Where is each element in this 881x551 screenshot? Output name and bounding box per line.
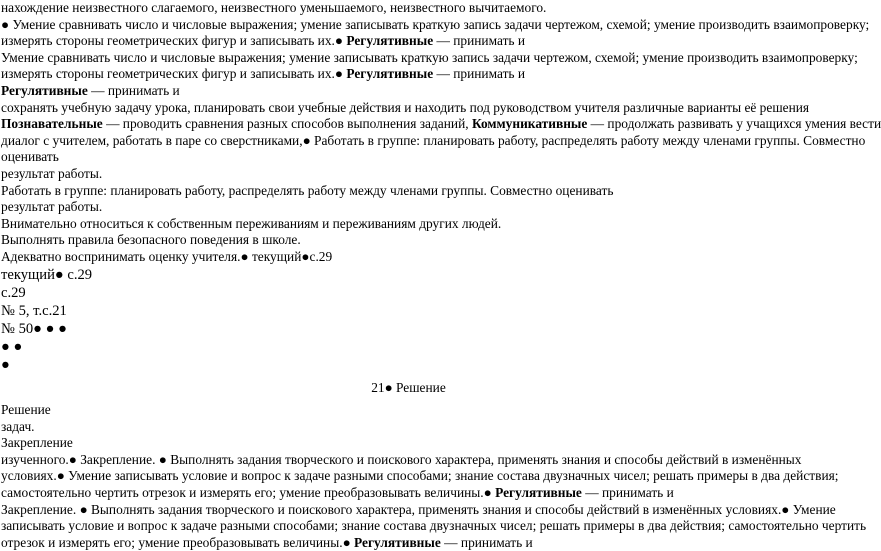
text-line: диалог с учителем, работать в паре со сверстниками,● Работать в группе: планировать работу, распределять работу между членами группы. Совместно: [1, 132, 866, 148]
text-line: Умение сравнивать число и числовые выражения; умение записывать краткую запись задачи чертежом, схемой; умение производить взаимопроверку;: [1, 49, 858, 65]
bullet-icon: ● ●: [42, 320, 67, 337]
bullet-icon: ●: [33, 320, 42, 337]
bullet-icon: ●: [56, 468, 65, 484]
text-line: измерять стороны геометрических фигур и записывать их.● Регулятивные — принимать и: [1, 66, 526, 82]
text-line: Познавательные — проводить сравнения разных способов выполнения заданий, Коммуникативные — продолжать развивать у учащихся умения вести: [1, 116, 881, 132]
bullet-icon: ●: [302, 132, 311, 148]
text-line: Выполнять правила безопасного поведения в школе.: [1, 232, 301, 248]
text-line: результат работы.: [1, 165, 103, 181]
text-line: изученного.● Закрепление. ● Выполнять задания творческого и поискового характера, применять знания и способы действий в изменённых: [1, 451, 802, 467]
text-line: текущий● с.29: [1, 266, 93, 283]
text-line: самостоятельно чертить отрезок и измерять его; умение преобразовывать величины.● Регулятивные — принимать и: [1, 485, 674, 501]
bullet-line: [1, 356, 816, 374]
bullet-line: [1, 338, 816, 356]
text-line: оценивать: [1, 149, 59, 165]
text-line: нахождение неизвестного слагаемого, неизвестного уменьшаемого, неизвестного вычитаемого.: [1, 0, 547, 15]
bullet-icon: ● ●: [1, 338, 23, 355]
text-line: записывать условие и вопрос к задаче разными способами; знание состава двузначных чисел; решать примеры в два действия; самостоятельно чертить: [1, 518, 867, 534]
text-line: отрезок и измерять его; умение преобразовывать величины.● Регулятивные — принимать и: [1, 534, 533, 550]
text-line: Закрепление: [1, 435, 73, 451]
bullet-icon: ●: [334, 33, 343, 49]
text-line: 21● Решение: [371, 379, 446, 395]
text-line: Закрепление. ● Выполнять задания творческого и поискового характера, применять знания и способы действий в изменённых условиях.● Умение: [1, 501, 836, 517]
bullet-icon: ●: [301, 248, 310, 264]
text-line: № 5, т.с.21: [1, 302, 67, 319]
text-line: с.29: [1, 284, 26, 301]
text-line: № 50● ● ●: [1, 320, 67, 337]
bullet-icon: ●: [483, 485, 492, 501]
bullet-icon: ●: [342, 534, 351, 550]
text-line: Внимательно относиться к собственным переживаниям и переживаниям других людей.: [1, 215, 502, 231]
bullet-icon: ●: [334, 66, 343, 82]
text-line: ● Умение сравнивать число и числовые выражения; умение записывать краткую запись задачи чертежом, схемой; умение производить взаимопроверку;: [1, 16, 870, 32]
text-line: условиях.● Умение записывать условие и вопрос к задаче разными способами; знание состава двузначных чисел; решать примеры в два действия;: [1, 468, 839, 484]
text-line: результат работы.: [1, 199, 103, 215]
bullet-icon: ●: [54, 266, 64, 283]
text-line: задач.: [1, 418, 35, 434]
bullet-icon: ●: [1, 356, 10, 373]
text-line: Адекватно воспринимать оценку учителя.● текущий●с.29: [1, 248, 333, 264]
text-line: Решение: [1, 402, 51, 418]
bullet-icon: ●: [240, 248, 249, 264]
bullet-icon: ●: [384, 379, 393, 395]
bullet-icon: ●: [79, 501, 88, 517]
bullet-icon: ●: [68, 451, 77, 467]
bullet-icon: ●: [1, 16, 10, 32]
bullet-icon: ●: [158, 451, 167, 467]
bullet-icon: ●: [781, 501, 790, 517]
text-line: измерять стороны геометрических фигур и записывать их.● Регулятивные — принимать и: [1, 33, 526, 49]
text-line: Регулятивные — принимать и: [1, 82, 180, 98]
text-line: сохранять учебную задачу урока, планировать свои учебные действия и находить под руководством учителя различные варианты её решения: [1, 99, 810, 115]
text-line: Работать в группе: планировать работу, распределять работу между членами группы. Совместно оценивать: [1, 182, 614, 198]
